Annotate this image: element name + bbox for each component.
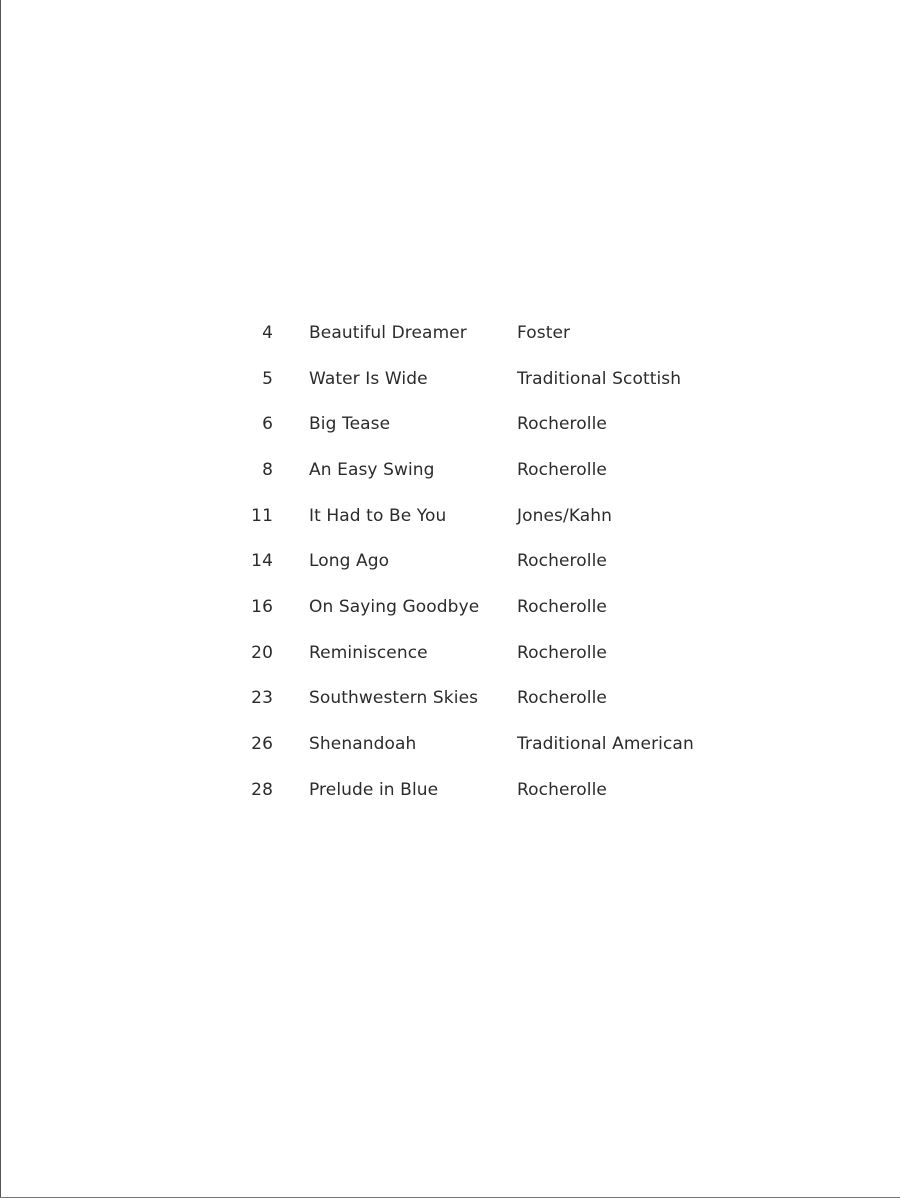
toc-song-title: Beautiful Dreamer xyxy=(309,322,467,343)
toc-page-number: 8 xyxy=(262,459,273,480)
table-of-contents xyxy=(240,310,720,813)
toc-entry xyxy=(240,721,720,767)
toc-composer: Rocherolle xyxy=(517,688,607,709)
toc-song-title: On Saying Goodbye xyxy=(309,596,480,617)
toc-composer: Rocherolle xyxy=(517,459,607,480)
toc-page-number: 16 xyxy=(251,596,273,617)
toc-entry xyxy=(240,767,720,813)
toc-song-title: Long Ago xyxy=(309,551,390,572)
toc-entry xyxy=(240,447,720,493)
toc-entry xyxy=(240,356,720,402)
toc-entry xyxy=(240,584,720,630)
toc-composer: Foster xyxy=(517,322,571,343)
toc-entry xyxy=(240,630,720,676)
toc-song-title: Reminiscence xyxy=(309,642,428,663)
toc-page-number: 6 xyxy=(262,414,273,435)
toc-composer: Rocherolle xyxy=(517,642,607,663)
toc-page-number: 4 xyxy=(262,322,273,343)
toc-composer: Rocherolle xyxy=(517,551,607,572)
toc-page-number: 28 xyxy=(251,779,273,800)
toc-composer: Traditional American xyxy=(517,734,694,755)
toc-composer: Jones/Kahn xyxy=(517,505,613,526)
toc-song-title: Southwestern Skies xyxy=(309,688,479,709)
toc-song-title: It Had to Be You xyxy=(309,505,447,526)
toc-page-number: 26 xyxy=(251,734,273,755)
toc-composer: Rocherolle xyxy=(517,779,607,800)
toc-composer: Rocherolle xyxy=(517,414,607,435)
toc-entry xyxy=(240,310,720,356)
toc-entry xyxy=(240,401,720,447)
toc-entry xyxy=(240,538,720,584)
toc-song-title: Prelude in Blue xyxy=(309,779,439,800)
toc-entry xyxy=(240,493,720,539)
page-edge-left xyxy=(0,0,1,1198)
toc-composer: Traditional Scottish xyxy=(517,368,682,389)
toc-composer: Rocherolle xyxy=(517,596,607,617)
toc-song-title: An Easy Swing xyxy=(309,459,435,480)
toc-page-number: 23 xyxy=(251,688,273,709)
toc-entry xyxy=(240,676,720,722)
toc-page-number: 14 xyxy=(251,551,273,572)
toc-page-number: 5 xyxy=(262,368,273,389)
toc-song-title: Shenandoah xyxy=(309,734,417,755)
toc-page-number: 20 xyxy=(251,642,273,663)
toc-song-title: Big Tease xyxy=(309,414,391,435)
toc-page-number: 11 xyxy=(251,505,273,526)
toc-song-title: Water Is Wide xyxy=(309,368,428,389)
